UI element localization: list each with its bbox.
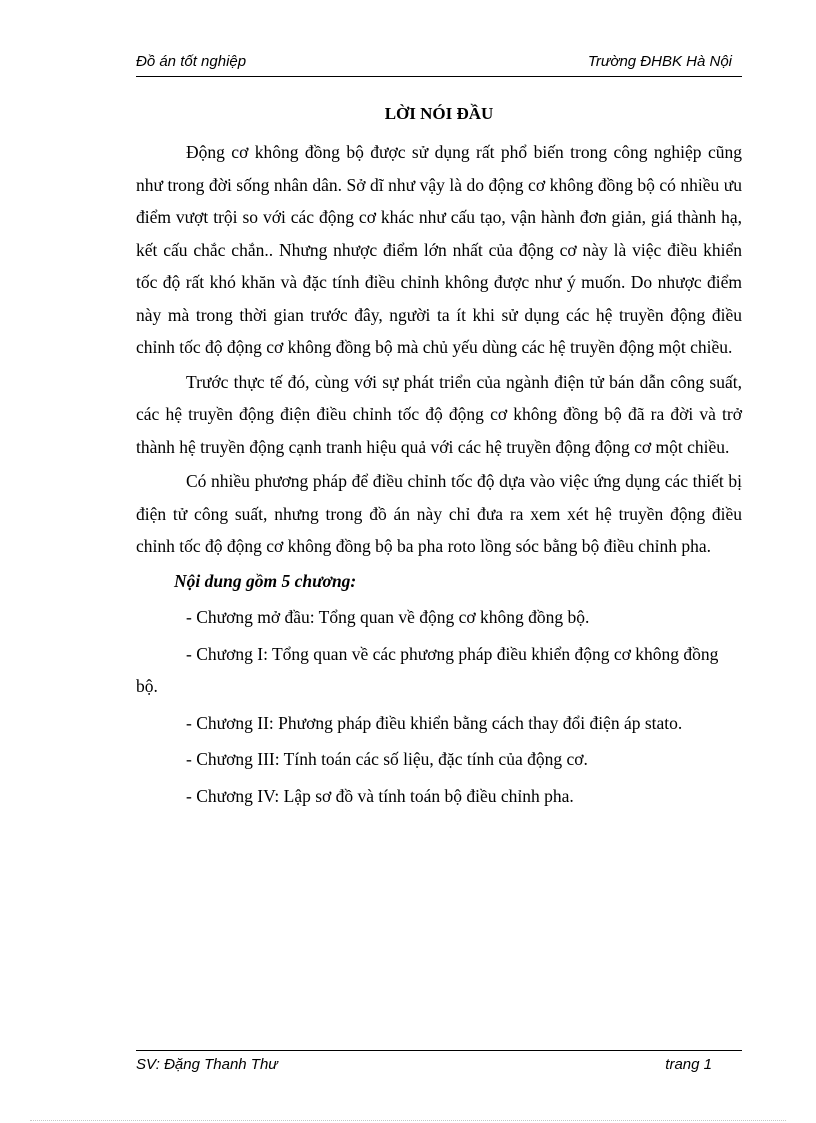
header-university: Trường ĐHBK Hà Nội xyxy=(587,53,732,70)
document-body xyxy=(136,136,742,812)
page-bottom-divider xyxy=(30,1120,786,1121)
chapter-item-3: - Chương III: Tính toán các số liệu, đặc tính của động cơ. xyxy=(186,749,588,769)
paragraph-scope: Có nhiều phương pháp để điều chỉnh tốc độ dựa vào việc ứng dụng các thiết bị điện tử công suất, nhưng trong đồ án này chỉ đưa ra xem xét hệ truyền động điều chỉnh tốc độ động cơ không đồng bộ ba pha roto lồng sóc bằng bộ điều chỉnh pha. xyxy=(136,471,742,556)
chapter-item-intro: - Chương mở đầu: Tổng quan về động cơ không đồng bộ. xyxy=(186,607,590,627)
paragraph-intro: Động cơ không đồng bộ được sử dụng rất phổ biến trong công nghiệp cũng như trong đời sống nhân dân. Sở dĩ như vậy là do động cơ không đồng bộ có nhiều ưu điểm vượt trội so với các động cơ khác như cấu tạo, vận hành đơn giản, giá thành hạ, kết cấu chắc chắn.. Nhưng nhược điểm lớn nhất của động cơ này là việc điều khiển tốc độ rất khó khăn và đặc tính điều chỉnh không được như ý muốn. Do nhược điểm này mà trong thời gian trước đây, người ta ít khi sử dụng các hệ truyền động điều chỉnh tốc độ động cơ không đồng bộ mà chủ yếu dùng các hệ truyền động một chiều. xyxy=(136,142,742,357)
header-document-type: Đồ án tốt nghiệp xyxy=(136,53,247,70)
chapter-item-4: - Chương IV: Lập sơ đồ và tính toán bộ điều chỉnh pha. xyxy=(186,785,574,806)
footer-student-name: SV: Đặng Thanh Thư xyxy=(136,1056,278,1073)
chapter-item-2: - Chương II: Phương pháp điều khiển bằng cách thay đổi điện áp stato. xyxy=(186,712,683,733)
footer-page-number: trang 1 xyxy=(665,1056,712,1073)
page-title: LỜI NÓI ĐẦU xyxy=(384,104,494,123)
contents-heading: Nội dung gồm 5 chương: xyxy=(174,570,357,591)
chapter-item-1: - Chương I: Tổng quan về các phương pháp điều khiển động cơ không đồng bộ. xyxy=(136,643,719,696)
paragraph-context: Trước thực tế đó, cùng với sự phát triển của ngành điện tử bán dẫn công suất, các hệ truyền động điện điều chỉnh tốc độ động cơ không đồng bộ đã ra đời và trở thành hệ truyền động cạnh tranh hiệu quả với các hệ truyền động động cơ một chiều. xyxy=(136,371,742,457)
page-header xyxy=(136,50,742,77)
page-footer xyxy=(136,1050,742,1073)
